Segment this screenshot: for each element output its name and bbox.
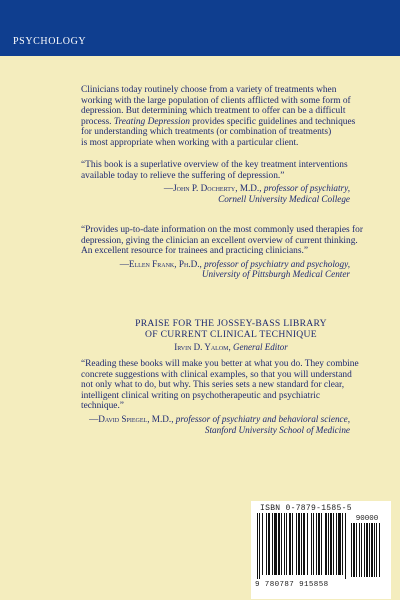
barcode-bar (330, 513, 332, 575)
quote-line: concrete suggestions with clinical examples, so that you will understand (81, 369, 352, 380)
author-institution: Stanford University School of Medicine (204, 424, 350, 435)
barcode-bar (266, 513, 267, 575)
dash: — (89, 413, 99, 424)
barcode-bar (257, 513, 258, 579)
barcode-bar (272, 513, 273, 575)
barcode-bar (321, 513, 322, 575)
quote-attribution (81, 414, 350, 435)
book-title: Treating Depression (113, 116, 190, 127)
addon-bar (369, 523, 370, 577)
author-name: John P. Docherty, M.D. (173, 183, 260, 194)
barcode-bar (336, 513, 337, 575)
price-code: 90000 (355, 515, 379, 523)
addon-bar (356, 523, 357, 577)
intro-line: working with the large population of clients afflicted with some form of (81, 95, 351, 106)
barcode-bar (284, 513, 285, 575)
barcode-bar (289, 513, 291, 575)
barcode-bar (307, 513, 308, 575)
praise-heading (81, 318, 381, 352)
barcode-bar (333, 513, 334, 575)
author-name: David Spiegel, M.D. (98, 413, 172, 424)
isbn-label: ISBN 0-7879-1585-5 (260, 504, 352, 513)
addon-bar (379, 523, 380, 577)
barcode-bar (259, 513, 260, 579)
quote-line: technique.” (81, 401, 124, 412)
dash: — (119, 258, 129, 269)
quote-line: An excellent resource for trainees and practicing clinicians.” (81, 246, 308, 257)
addon-bar (353, 523, 355, 577)
author-role: professor of psychiatry and behavioral science, (175, 413, 350, 424)
series-quote (81, 359, 381, 435)
addon-bar (364, 523, 365, 577)
addon-bar (376, 523, 377, 577)
quote-line: “This book is a superlative overview of the key treatment interventions (81, 160, 348, 170)
addon-bar (361, 523, 362, 577)
barcode-bar (345, 513, 346, 579)
category-bar (0, 0, 400, 56)
barcode-bar (342, 513, 343, 575)
praise-heading-line: OF CURRENT CLINICAL TECHNIQUE (145, 329, 317, 341)
author-role: professor of psychiatry and psychology, (204, 258, 350, 269)
attribution-line: —Ellen Frank, Ph.D., professor of psychiatry and psychology, (119, 258, 350, 269)
author-institution: Cornell University Medical College (218, 193, 350, 204)
attribution-line: —John P. Docherty, M.D., professor of psychiatry, (163, 183, 350, 194)
intro-paragraph (81, 85, 381, 149)
barcode-bar (292, 513, 293, 575)
series-editor: Irvin D. Yalom, General Editor (174, 341, 288, 352)
quote-line: depression, giving the clinician an excellent overview of current thinking. (81, 235, 358, 246)
attribution-line: —David Spiegel, M.D., professor of psychiatry and behavioral science, (89, 413, 350, 424)
barcode-bar (328, 513, 329, 575)
barcode-bar (325, 513, 327, 575)
barcode-bar (318, 513, 320, 575)
intro-text: process. (81, 116, 114, 127)
barcode-bar (268, 513, 270, 575)
barcode-bar (311, 513, 312, 575)
addon-bar (371, 523, 373, 577)
barcode-bar (303, 513, 305, 575)
quote-attribution (81, 183, 350, 204)
barcode-bar (313, 513, 314, 575)
quote-line: “Provides up-to-date information on the most commonly used therapies for (81, 225, 363, 235)
addon-bar (374, 523, 375, 577)
endorsement-quote (81, 225, 381, 280)
dash: — (163, 183, 174, 194)
barcode-bar (281, 513, 282, 575)
barcode-bar (296, 513, 297, 575)
intro-line: depression. But determining which treatment to offer can be a difficult (81, 106, 346, 117)
barcode-bar (298, 513, 300, 575)
addon-bar (359, 523, 360, 577)
ean-number: 9 780787 915858 (255, 581, 329, 589)
barcode-bar (262, 513, 263, 575)
barcode-bar (316, 513, 317, 575)
barcode-bar (274, 513, 277, 575)
category-label: PSYCHOLOGY (13, 36, 87, 47)
editor-title: General Editor (233, 341, 288, 352)
intro-line: Clinicians today routinely choose from a variety of treatments when (81, 85, 337, 95)
quote-line: “Reading these books will make you better at what you do. They combine (81, 359, 359, 369)
praise-heading-line: PRAISE FOR THE JOSSEY-BASS LIBRARY (135, 318, 327, 329)
author-role: professor of psychiatry, (263, 183, 350, 194)
barcode-bar (278, 513, 280, 575)
barcode-icon (257, 513, 389, 581)
endorsement-quote (81, 160, 381, 204)
quote-attribution (81, 259, 350, 280)
quote-line: available today to relieve the suffering of depression.” (81, 170, 285, 181)
author-institution: University of Pittsburgh Medical Center (201, 269, 350, 280)
barcode-bar (338, 513, 341, 575)
addon-bar (366, 523, 368, 577)
intro-line: is most appropriate when working with a particular client. (81, 137, 299, 148)
editor-name: Irvin D. Yalom (174, 341, 229, 352)
intro-line: for understanding which treatments (or combination of treatments) (81, 127, 332, 138)
intro-text: provides specific guidelines and techniques (189, 116, 356, 127)
barcode-bar (301, 513, 302, 575)
addon-bar (351, 523, 352, 577)
quote-line: intelligent clinical writing on psychotherapeutic and psychiatric (81, 390, 320, 401)
quote-line: not only what to do, but why. This series sets a new standard for clear, (81, 380, 345, 391)
intro-line (81, 117, 381, 128)
author-name: Ellen Frank, Ph.D. (128, 258, 200, 269)
barcode-bar (286, 513, 287, 575)
